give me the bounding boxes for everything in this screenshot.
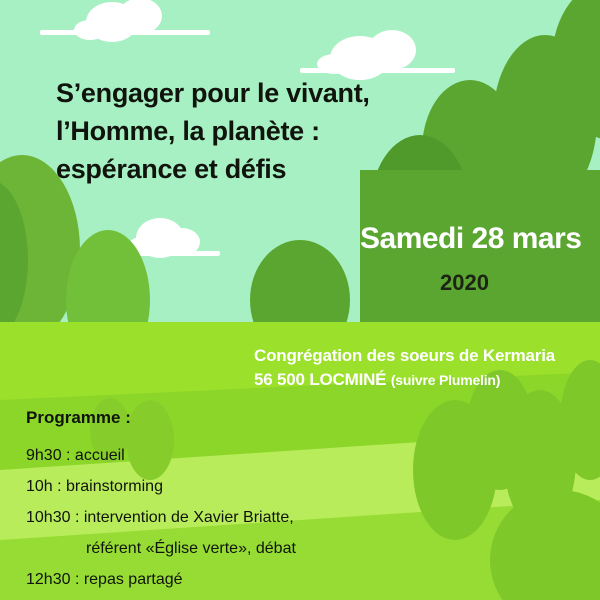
title-line: espérance et défis [56,154,287,184]
programme-item: 9h30 : accueil [26,447,125,464]
venue-city: 56 500 LOCMINÉ [254,370,387,389]
programme-item: 10h : brainstorming [26,478,163,495]
programme-item-continued: référent «Église verte», débat [86,540,296,557]
programme-item: 10h30 : intervention de Xavier Briatte, [26,509,294,526]
event-year: 2020 [440,270,489,295]
programme-item: 12h30 : repas partagé [26,571,183,588]
event-venue [254,344,555,392]
venue-name: Congrégation des soeurs de Kermaria [254,346,555,365]
venue-note: (suivre Plumelin) [390,372,501,388]
title-line: S’engager pour le vivant, [56,78,370,108]
title-line: l’Homme, la planète : [56,116,320,146]
programme-list [26,440,296,595]
programme-heading: Programme : [26,408,131,427]
venue-address [254,368,555,392]
event-date: Samedi 28 mars [360,222,582,255]
event-title [56,74,370,188]
